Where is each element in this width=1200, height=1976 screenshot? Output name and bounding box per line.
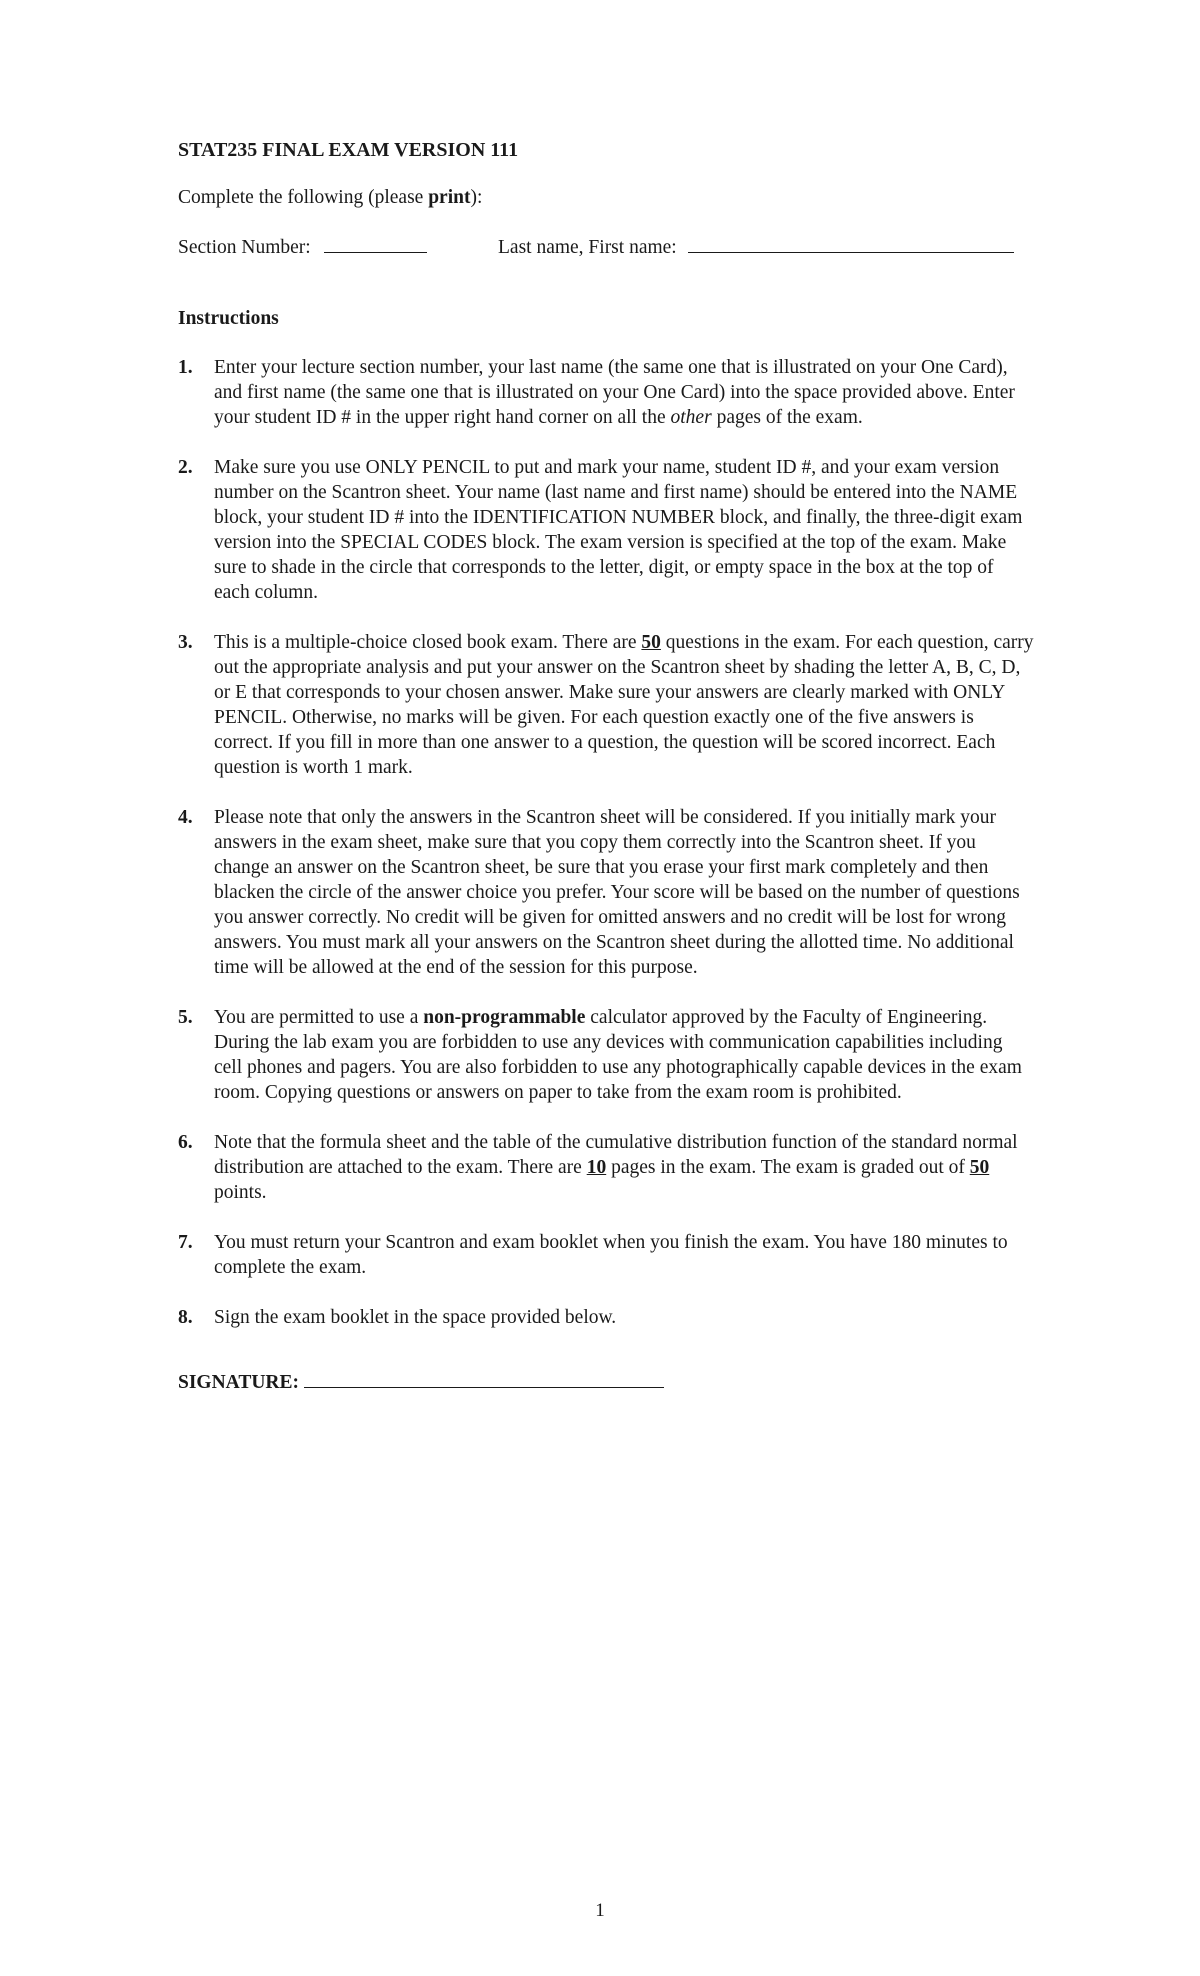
section-number-field xyxy=(178,233,498,260)
signature-label: SIGNATURE: xyxy=(178,1372,299,1393)
section-number-label: Section Number: xyxy=(178,237,311,258)
instruction-number: 2. xyxy=(178,457,193,478)
instruction-item xyxy=(178,1130,1034,1205)
instruction-text-part: pages in the exam. The exam is graded out of xyxy=(606,1157,970,1178)
instruction-text-part: This is a multiple-choice closed book exam. There are xyxy=(214,632,642,653)
instruction-number: 6. xyxy=(178,1132,193,1153)
instruction-text-part: Note that the formula sheet and the table of the cumulative distribution function of the standard normal distribution are attached to the exam. There are xyxy=(214,1132,1018,1178)
instruction-text: Please note that only the answers in the Scantron sheet will be considered. If you initially mark your answers in the exam sheet, make sure that you copy them correctly into the Scantron sheet. If you change an answer on the Scantron sheet, be sure that you erase your first mark completely and then blacken the circle of the answer choice you prefer. Your score will be based on the number of questions you answer correctly. No credit will be given for omitted answers and no credit will be lost for wrong answers. You must mark all your answers on the Scantron sheet during the allotted time. No additional time will be allowed at the end of the session for this purpose. xyxy=(214,807,1020,978)
instruction-number: 8. xyxy=(178,1307,193,1328)
signature-line[interactable] xyxy=(304,1368,664,1388)
instruction-item xyxy=(178,355,1034,430)
student-fields xyxy=(178,233,1034,260)
instruction-number: 4. xyxy=(178,807,193,828)
instruction-text: Sign the exam booklet in the space provided below. xyxy=(214,1307,617,1328)
instruction-number: 5. xyxy=(178,1007,193,1028)
instruction-number-dot: . xyxy=(187,632,193,653)
exam-content xyxy=(178,138,1034,1395)
instruction-item xyxy=(178,1305,1034,1330)
complete-instruction xyxy=(178,185,1034,210)
name-blank[interactable] xyxy=(688,233,1014,253)
complete-print-word: print xyxy=(428,187,471,208)
instruction-text xyxy=(214,1005,1034,1105)
instruction-text: Make sure you use ONLY PENCIL to put and mark your name, student ID #, and your exam version number on the Scantron sheet. Your name (last name and first name) should be entered into the NAME block, your student ID # into the IDENTIFICATION NUMBER block, and finally, the three-digit exam version into the SPECIAL CODES block. The exam version is specified at the top of the exam. Make sure to shade in the circle that corresponds to the letter, digit, or empty space in the box at the top of each column. xyxy=(214,457,1023,603)
instruction-text xyxy=(214,355,1034,430)
instruction-italic-other: other xyxy=(670,407,712,428)
instruction-number: 1. xyxy=(178,357,193,378)
instruction-item xyxy=(178,455,1034,605)
instruction-number xyxy=(178,630,214,780)
section-number-blank[interactable] xyxy=(324,233,427,253)
instruction-text xyxy=(214,1130,1034,1205)
instruction-text-part: questions in the exam. For each question, carry out the appropriate analysis and put your answer on the Scantron sheet by shading the letter A, B, C, D, or E that corresponds to your chosen answer. Make sure your answers are clearly marked with ONLY PENCIL. Otherwise, no marks will be given. For each question exactly one of the five answers is correct. If you fill in more than one answer to a question, the question will be scored incorrect. Each question is worth 1 mark. xyxy=(214,632,1034,778)
page-count: 10 xyxy=(586,1157,607,1178)
name-field xyxy=(498,233,1034,260)
instructions-heading: Instructions xyxy=(178,308,279,329)
instruction-number: 7. xyxy=(178,1232,193,1253)
instruction-text-part: points. xyxy=(214,1182,267,1203)
instruction-text-part: calculator approved by the Faculty of Engineering. During the lab exam you are forbidden to use any devices with communication capabilities including cell phones and pagers. You are also forbidden to use any photographically capable devices in the exam room. Copying questions or answers on paper to take from the exam room is prohibited. xyxy=(214,1007,1022,1103)
question-count: 50 xyxy=(641,632,661,653)
instruction-text xyxy=(214,630,1034,780)
instruction-text: You must return your Scantron and exam booklet when you finish the exam. You have 180 minutes to complete the exam. xyxy=(214,1232,1008,1278)
instruction-item xyxy=(178,630,1034,780)
instruction-number-digit: 3 xyxy=(178,632,188,653)
instruction-item xyxy=(178,805,1034,980)
exam-title: STAT235 FINAL EXAM VERSION 111 xyxy=(178,139,519,161)
complete-suffix: ): xyxy=(470,187,483,208)
complete-prefix: Complete the following (please xyxy=(178,187,429,208)
instruction-item xyxy=(178,1005,1034,1105)
instruction-text-part: pages of the exam. xyxy=(711,407,863,428)
signature-block xyxy=(178,1368,1034,1395)
instruction-text-part: You are permitted to use a xyxy=(214,1007,424,1028)
instruction-item xyxy=(178,1230,1034,1280)
total-points: 50 xyxy=(969,1157,990,1178)
name-label: Last name, First name: xyxy=(498,237,677,258)
non-programmable-term: non-programmable xyxy=(423,1007,586,1028)
instruction-text-part: Enter your lecture section number, your last name (the same one that is illustrated on your One Card), and first name (the same one that is illustrated on your One Card) into the space provided above. Enter your student ID # in the upper right hand corner on all the xyxy=(214,357,1015,428)
page-number: 1 xyxy=(595,1900,605,1921)
